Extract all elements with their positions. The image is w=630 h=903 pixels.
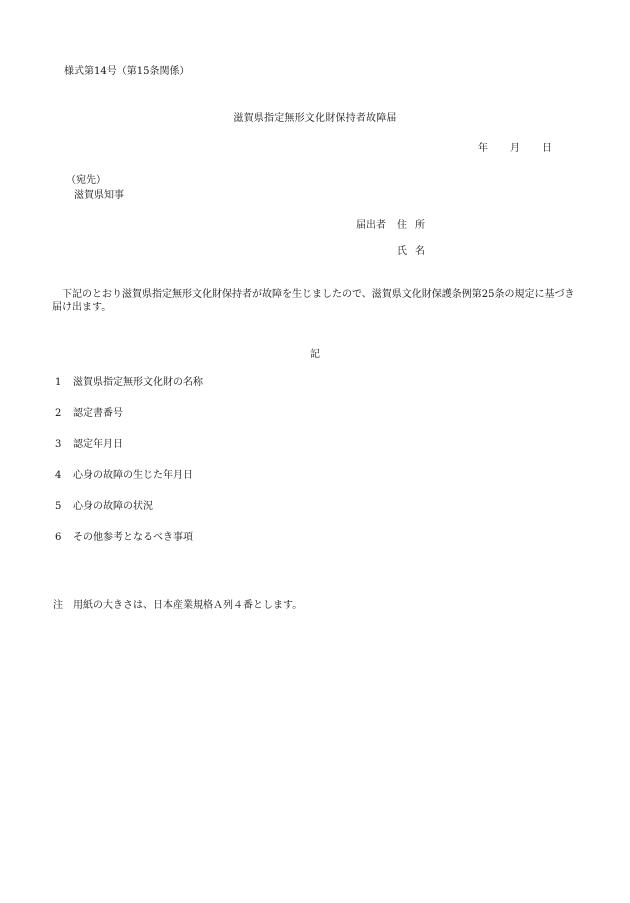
applicant-address-label: 住所 — [397, 220, 433, 231]
list-item — [55, 438, 123, 451]
item-number: 6 — [55, 532, 62, 543]
list-item — [55, 531, 193, 544]
item-number: 4 — [55, 470, 62, 481]
applicant-name-label: 氏名 — [397, 246, 433, 257]
date-day-label: 日 — [542, 143, 552, 154]
note-text: 用紙の大きさは、日本産業規格Ａ列４番とします。 — [73, 600, 303, 611]
footnote — [53, 599, 302, 612]
item-number: 2 — [55, 408, 62, 419]
item-number: 3 — [55, 439, 62, 450]
list-item — [55, 469, 193, 482]
item-text: 滋賀県指定無形文化財の名称 — [73, 377, 203, 388]
addressee-name: 滋賀県知事 — [74, 190, 124, 201]
item-number: 5 — [55, 501, 62, 512]
list-item — [55, 500, 153, 513]
list-item — [55, 376, 203, 389]
date-month-label: 月 — [510, 143, 520, 154]
note-head: 注 — [53, 600, 63, 611]
item-text: 認定年月日 — [73, 439, 123, 450]
item-number: 1 — [55, 377, 62, 388]
ki-heading: 記 — [310, 349, 320, 360]
item-text: 心身の故障の生じた年月日 — [73, 470, 193, 481]
date-line — [478, 142, 552, 155]
date-year-label: 年 — [478, 143, 488, 154]
item-text: その他参考となるべき事項 — [73, 532, 193, 543]
item-text: 認定書番号 — [73, 408, 123, 419]
document-title: 滋賀県指定無形文化財保持者故障届 — [233, 113, 397, 124]
applicant-label: 届出者 — [356, 220, 386, 231]
list-item — [55, 407, 123, 420]
addressee-label: （宛先） — [66, 175, 106, 186]
item-text: 心身の故障の状況 — [73, 501, 153, 512]
body-text: 下記のとおり滋賀県指定無形文化財保持者が故障を生じましたので、滋賀県文化財保護条例第25条の規定に基づき届け出ます。 — [52, 289, 575, 313]
form-number: 様式第14号（第15条関係） — [64, 66, 190, 77]
